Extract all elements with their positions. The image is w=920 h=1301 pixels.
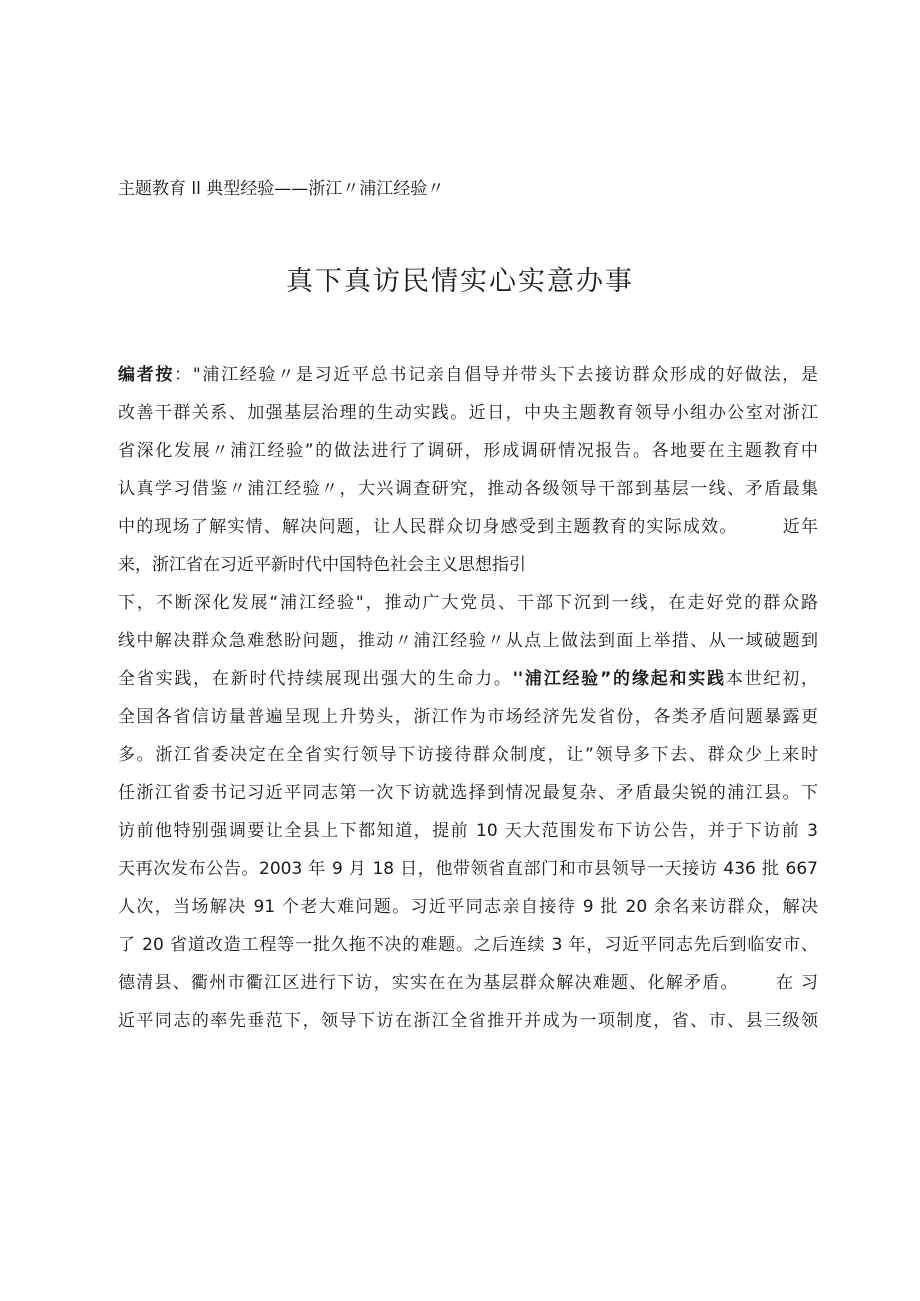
body-line: 近平同志的率先垂范下，领导下访在浙江全省推开并成为一项制度，省、市、县三级领	[118, 1011, 818, 1031]
body-line	[118, 508, 818, 546]
body-line: 任浙江省委书记习近平同志第一次下访就选择到情况最复杂、矛盾最尖锐的浦江县。下	[118, 783, 818, 803]
body-text-segment: 近年	[781, 517, 818, 537]
body-line: 天再次发布公告。2003 年 9 月 18 日，他带领省直部门和市县领导一天接访 436 批 667	[118, 859, 818, 879]
body-line: 省深化发展〃浦江经验”的做法进行了调研，形成调研情况报告。各地要在主题教育中	[118, 441, 818, 461]
body-text-segment: 本世纪初，	[725, 669, 818, 689]
series-label: 主题教育 ll 典型经验——浙江〃浦江经验〃	[118, 179, 445, 199]
body-text-segment: ："浦江经验〃是习近平总书记亲自倡导并带头下去接访群众形成的好做法，是	[174, 365, 818, 385]
body-line: 线中解决群众急难愁盼问题，推动〃浦江经验〃从点上做法到面上举措、从一域破题到	[118, 631, 818, 651]
body-line: 改善干群关系、加强基层治理的生动实践。近日，中央主题教育领导小组办公室对浙江	[118, 403, 818, 423]
article-body	[118, 356, 818, 1040]
body-line: 全国各省信访量普遍呈现上升势头，浙江作为市场经济先发省份，各类矛盾问题暴露更	[118, 707, 818, 727]
body-text-segment: 在 习	[774, 973, 818, 993]
body-line	[118, 660, 818, 698]
body-line: 多。浙江省委决定在全省实行领导下访接待群众制度，让”领导多下去、群众少上来时	[118, 745, 818, 765]
body-line: 了 20 省道改造工程等一批久拖不决的难题。之后连续 3 年，习近平同志先后到临安市、	[118, 935, 818, 955]
body-line: 访前他特别强调要让全县上下都知道，提前 10 天大范围发布下访公告，并于下访前 3	[118, 821, 818, 841]
body-line: 人次，当场解决 91 个老大难问题。习近平同志亲自接待 9 批 20 余名来访群众，解决	[118, 897, 818, 917]
section-heading: ''浦江经验”的缘起和实践	[512, 669, 726, 689]
body-text-segment: 全省实践，在新时代持续展现出强大的生命力。	[118, 669, 513, 689]
document-title: 真下真访民情实心实意办事	[286, 266, 634, 297]
body-line: 认真学习借鉴〃浦江经验〃，大兴调查研究，推动各级领导干部到基层一线、矛盾最集	[118, 479, 818, 499]
body-line	[118, 356, 818, 394]
editor-note-label: 编者按	[118, 365, 175, 385]
body-line: 来，浙江省在习近平新时代中国特色社会主义思想指引	[118, 555, 526, 575]
body-text-segment: 德清县、衢州市衢江区进行下访，实实在在为基层群众解决难题、化解矛盾。	[118, 973, 739, 993]
body-text-segment: 中的现场了解实情、解决问题，让人民群众切身感受到主题教育的实际成效。	[118, 517, 738, 537]
body-line	[118, 964, 818, 1002]
body-line: 下，不断深化发展“浦江经验"，推动广大党员、干部下沉到一线，在走好党的群众路	[118, 593, 818, 613]
